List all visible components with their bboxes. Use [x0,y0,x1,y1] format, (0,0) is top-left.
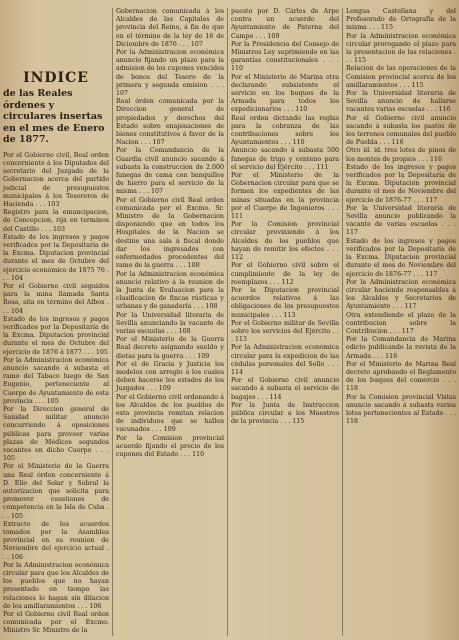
index-entry: Por el Gobierno civil Real orden comunicada por el Excmo. Ministro Sr. Ministro de la [3,611,109,635]
index-entry: Lengua Castellana y del Profesorado de Ortografía de la misma . . . 115 [346,8,456,32]
index-entry: Por el Gobierno civil sobre el cumplimiento de la ley de reemplazos . . . 112 [231,262,339,286]
index-entry: Por la Comandancia de Marina edicto publicando la revista de la Armada . . . 118 [346,336,456,360]
index-columns [0,8,459,636]
index-entry: Estado de los ingresos y pagos verificados por la Depositaría de la Excma. Diputacion provincial durante el mes de Noviembre del ejercicio de 1876-77 . . . 117 [346,163,456,204]
index-entry: Por la Universidad literaria de Sevilla anuncio de hallarse vacantes varias escuelas . . . 116 [346,90,456,114]
index-entry: Por la Comision provincial circular previniendo á los Alcaldes de los pueblos que hayan de remitir los efectos . . . 112 [231,221,339,262]
column-3-entries [231,8,339,426]
index-entry: Por el Gobierno militar de Sevilla sobre los servicios del Ejército . . . 113 [231,319,339,344]
index-entry: Por la Administracion económica anuncio sacando á subasta el ramo del Tabaco luego de San Eugenio, perteneciente al Cuerpo de Ayuntamiento de esta provincia . . . 105 [3,356,109,405]
index-entry: Por el Gobierno civil Real orden comunicada por el Excmo. Sr. Ministro de la Gobernacion disponiendo que en todos los Hospitales de la Nacion se destine una sala á fiscal donde dar los ingresados con enfermedades procedentes del ramo de la guerra . . . 108 [116,196,224,270]
index-entry: Por la Administracion económica circular para que los Alcaldes de los pueblos que no hayan presentado en tiempo las relaciones lo hagan sin dilacion de los amillaramientos . . . 106 [3,561,109,610]
column-4 [342,8,459,636]
index-title: de las Reales órdenes y circulares insertas en el mes de Enero de 1877. [3,88,105,146]
index-entry: Por el Ministerio de la Guerra una Real órden concerniente á D. Elio del Solar y Sobral la autorizacion que solicita para promover cuestiones de competencia en la Isla de Cuba . . . 105 [3,463,109,520]
index-entry: Otra extendiendo el plazo de la contribucion sobre la Contribucion . . . 117 [346,311,456,335]
column-2 [112,8,227,636]
index-entry: Estado de los ingresos y pagos verificados por la Depositaría de la Excma. Diputacion provincial durante el mes de Octubre del ejercicio de 1876 á 1877 . . . 105 [3,315,109,356]
index-entry: Por el Gobierno civil ordenando á los Alcaldes de los pueblos de esta provincia remitan relacion de individuos que se hallen vacunados . . . 109 [116,393,224,434]
index-entry: Por la Administracion económica anuncio fijando un plazo para la admision de los cupones vencidos de bonos del Tesoro de la primera y segunda emision . . . 107 [116,49,225,98]
index-entry: Por el Gobierno civil anuncio sacando á subasta los pastos de los terrenos comunales del pueblo de Puebla . . . 116 [346,114,456,147]
index-entry: Por la Presidencia del Consejo de Ministros Ley suprimiendo en las garantías constitucionales . . . 110 [231,40,339,73]
index-entry: Por el Gobierno civil anuncio sacando á subasta el servicio de bagajes . . . 114 [231,377,339,401]
index-entry: Por el Gobierno civil seguidos para la mina llamada Santa Rosa, sita en término del Albox . . . 104 [3,282,109,315]
index-entry: Por la Junta de Instruccion pública circular a los Maestros de la provincia . . . 115 [231,401,339,426]
index-entry: Gobernacion comunicada á los Alcaldes de las Capitales de provincia del Reino, á fin de que en el término de la ley de 16 de Diciembre de 1876 . . . 107 [116,8,224,48]
index-entry: Por la Diputacion provincial acuerdos relativos á las obligaciones de los presupuestos municipales . . . 113 [231,286,339,319]
index-entry: Por el Gobierno civil, Real orden concerniente á los Diputados del secretario del Juzgado de la Gobernacion acerca del partido judicial de presupuestos municipales á los Tesoreros de Hacienda . . . 103 [3,151,109,208]
column-1-entries [3,152,109,636]
column-1 [0,8,112,636]
index-entry: Por la Direccion general de Sanidad militar anuncio concurriendo á oposiciones públicas para proveer varias plazas de Médicos segundos vacantes en dicho Cuerpo . . . 105 [3,406,109,463]
index-entry: puesto por D. Cárlos de Arpe contra un acuerdo del Ayuntamiento de Paterna del Campo . . . 109 [231,8,339,40]
index-entry: Extracto de los acuerdos tomados por la Asamblea provincial en su reunion de Noviembre del ejercicio actual . . . 106 [3,520,109,561]
index-entry: Por la Universidad literaria de Sevilla anuncio publicando la vacante de varias escuelas . . . 117 [346,204,456,237]
index-entry: Por la Administracion económica anuncio relativo á la reunion de la Junta de Evaluacion para la clasificacion de fincas rústicas y urbanas y de ganadería . . . 108 [116,270,224,311]
index-entry: Por el de Gracia y Justicia los modelos con arreglo á los cuales deben hacerse los estados de los Juzgados . . . 109 [116,360,224,393]
index-entry: Real órden comunicada por la Direccion general de propiedades y derechos del Estado sobre enajenaciones de bienes constitutivos á favor de la Nacion . . . 107 [116,98,224,147]
index-entry: Real orden dictando las reglas para la cobranza de las contribuciones sobre los Ayuntamientos . . . 110 [231,114,339,147]
column-3 [227,8,342,636]
index-entry: Por el Ministerio de la Guerra Real decreto asignando sueldo y dietas para la guerra . . . 109 [116,336,224,360]
index-entry: Por la Administracion económica circular haciendo responsables á los Alcaldes y Secretarios de Ayuntamiento . . . 117 [346,278,456,311]
index-entry: Por la Comandancia de la Guardia civil anuncio sacando á subasta la construccion de 2.000 fanegas de cama con banquillos de hierro para el servicio de la misma . . . 107 [116,147,224,196]
column-4-entries [346,8,456,426]
column-2-entries [116,8,224,459]
index-entry: Registro para la emancipacion, de Concepcion, rija en terminos del Castillo . . . 103 [3,209,109,233]
index-entry: Estado de los ingresos y pagos verificados por la Depositaría de la Excma. Diputacion provincial durante el mes de Noviembre del ejercicio de 1876-77 . . . 117 [346,237,456,278]
index-entry: Por el Ministerio de Marina Real decreto aprobando el Reglamento de los buques del comercio . . . 118 [346,360,456,393]
index-entry: Por la Comision provincial acuerdo fijando el precio de los cupones del Estado . . . 110 [116,434,224,458]
index-entry: Relacion de las operaciones de la Comision provincial acerca de los amillaramientos . . . 115 [346,65,456,89]
index-heading: INDICE [23,70,89,86]
index-entry: Anuncio sacando á subasta 500 fanegas de trigo y centeno para el servicio del Ejército . . . 111 [231,147,339,171]
index-entry: Por la Administracion económica circular prorogando el plazo para la presentacion de las relaciones . . . 115 [346,32,456,65]
index-entry: Por el Ministerio de Marina otra declarando subsistente el servicio en los buques de la Armada para todos los expedicionarios . . . 110 [231,73,339,114]
index-entry: Por la Administracion económica circular para la expedicion de las cédulas personales del Sello . . . 114 [231,344,339,376]
index-entry: Estado de los ingresos y pagos verificados por la Depositaría de la Excma. Diputacion provincial durante el mes de Octubre del ejercicio económico de 1875 76 . . . 104 [3,233,109,282]
index-entry: Por la Universidad literaria de Sevilla anunciando la vacante de varias escuelas . . . 108 [116,311,224,335]
index-entry: Por la Comision provincial Vistas anuncio sacando á subasta varios lotes pertenecientes al Estado . . . 118 [346,393,456,426]
index-entry: Por el Ministerio de la Gobernacion circular para que se formen los expedientes de las minas situadas en la provincia por el Cuerpo de Ingenieros . . . 111 [231,172,339,221]
index-entry: Otro id. id. tres lotes de pinos de los montes de propios . . . 116 [346,147,456,163]
